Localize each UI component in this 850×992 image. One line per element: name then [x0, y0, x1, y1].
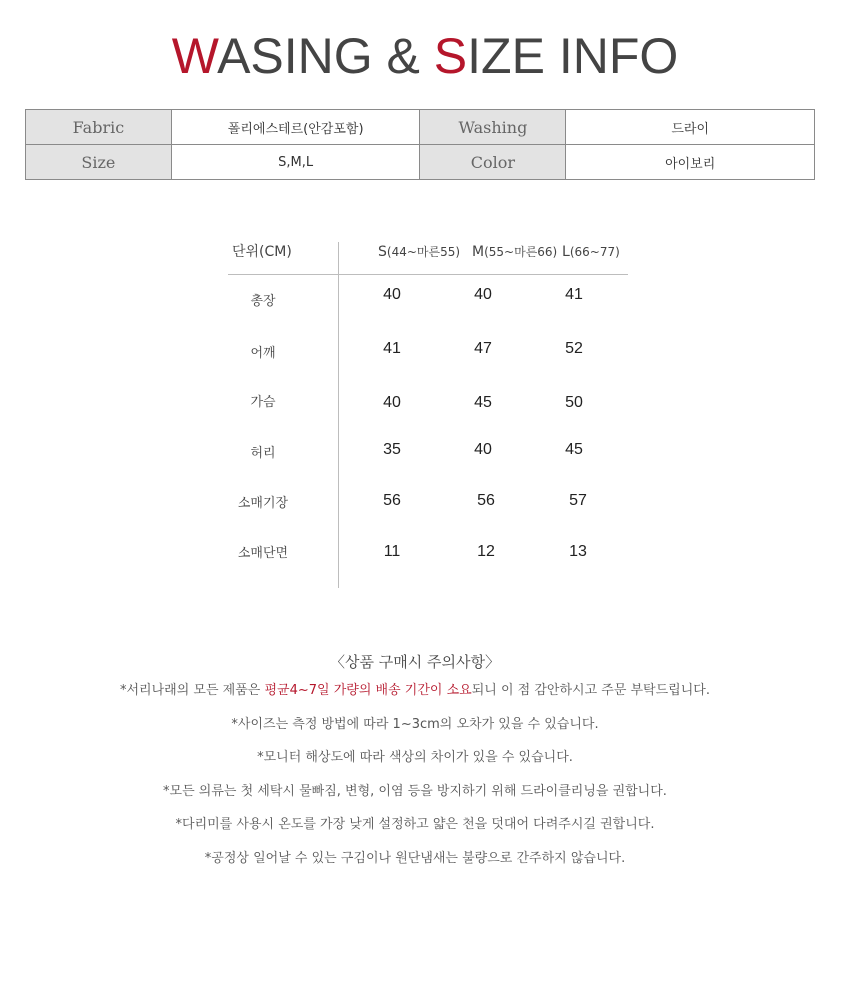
notice-text: *서리나래의 모든 제품은	[120, 683, 265, 698]
cell-value: 41	[383, 340, 401, 357]
notice-list	[0, 680, 830, 882]
cell-value: 40	[474, 441, 492, 458]
notice-highlight: 평균4~7일 가량의 배송 기간이 소요	[264, 683, 472, 698]
notice-item: *모니터 해상도에 따라 색상의 차이가 있을 수 있습니다.	[257, 750, 573, 766]
cell-value: 11	[383, 543, 401, 560]
title-w: W	[171, 28, 218, 84]
size-chart	[228, 236, 628, 596]
unit-header: 단위(CM)	[232, 244, 292, 260]
notice-item: *모든 의류는 첫 세탁시 물빠짐, 변형, 이염 등을 방지하기 위해 드라이클리닝을 권합니다.	[163, 783, 667, 799]
size-value: S,M,L	[171, 145, 420, 180]
page-title	[0, 26, 850, 86]
fabric-value: 폴리에스테르(안감포함)	[171, 110, 420, 145]
cell-value: 12	[477, 543, 495, 560]
info-row	[26, 145, 815, 180]
washing-value: 드라이	[566, 110, 815, 145]
size-code: M	[472, 244, 485, 260]
row-label-total-length: 총장	[250, 294, 276, 309]
header-divider	[228, 274, 628, 275]
notice-text: 되니 이 점 감안하시고 주문 부탁드립니다.	[471, 683, 710, 698]
size-label: Size	[26, 145, 172, 180]
cell-value: 45	[474, 394, 492, 411]
column-divider	[338, 242, 339, 588]
size-range: (66~77)	[569, 245, 620, 259]
row-label-sleeve-width: 소매단면	[237, 546, 289, 561]
row-label-chest: 가슴	[250, 395, 276, 410]
cell-value: 35	[383, 441, 401, 458]
cell-value: 56	[383, 492, 401, 509]
notice-title: 〈상품 구매시 주의사항〉	[330, 653, 500, 671]
cell-value: 52	[565, 340, 583, 357]
notice-item	[0, 680, 830, 714]
fabric-label: Fabric	[26, 110, 172, 145]
notice-item: *공정상 일어날 수 있는 구김이나 원단냄새는 불량으로 간주하지 않습니다.	[204, 850, 626, 866]
title-part2: IZE INFO	[467, 28, 679, 84]
size-header-s	[378, 236, 460, 274]
row-label-shoulder: 어깨	[250, 346, 276, 361]
row-label-sleeve-length: 소매기장	[237, 496, 289, 511]
notice-item: *다리미를 사용시 온도를 가장 낮게 설정하고 얇은 천을 덧대어 다려주시길 권합니다.	[175, 817, 655, 833]
info-row	[26, 110, 815, 145]
size-code: S	[378, 244, 387, 260]
size-range: (55~마른66)	[484, 245, 558, 259]
size-header-m	[472, 236, 557, 274]
cell-value: 40	[474, 286, 492, 303]
size-code: L	[562, 244, 570, 260]
cell-value: 56	[477, 492, 495, 509]
cell-value: 40	[383, 394, 401, 411]
size-range: (44~마른55)	[386, 245, 461, 259]
row-label-waist: 허리	[250, 446, 276, 461]
product-info-table	[25, 109, 815, 180]
title-s: S	[433, 28, 468, 84]
cell-value: 47	[474, 340, 492, 357]
color-value: 아이보리	[566, 145, 815, 180]
cell-value: 50	[565, 394, 583, 411]
notice-item: *사이즈는 측정 방법에 따라 1~3cm의 오차가 있을 수 있습니다.	[231, 716, 599, 732]
washing-label: Washing	[420, 110, 566, 145]
cell-value: 40	[383, 286, 401, 303]
title-part1: ASING &	[217, 28, 434, 84]
cell-value: 13	[569, 543, 587, 560]
cell-value: 45	[565, 441, 583, 458]
cell-value: 41	[565, 286, 583, 303]
color-label: Color	[420, 145, 566, 180]
size-header-l	[562, 236, 620, 274]
cell-value: 57	[569, 492, 587, 509]
